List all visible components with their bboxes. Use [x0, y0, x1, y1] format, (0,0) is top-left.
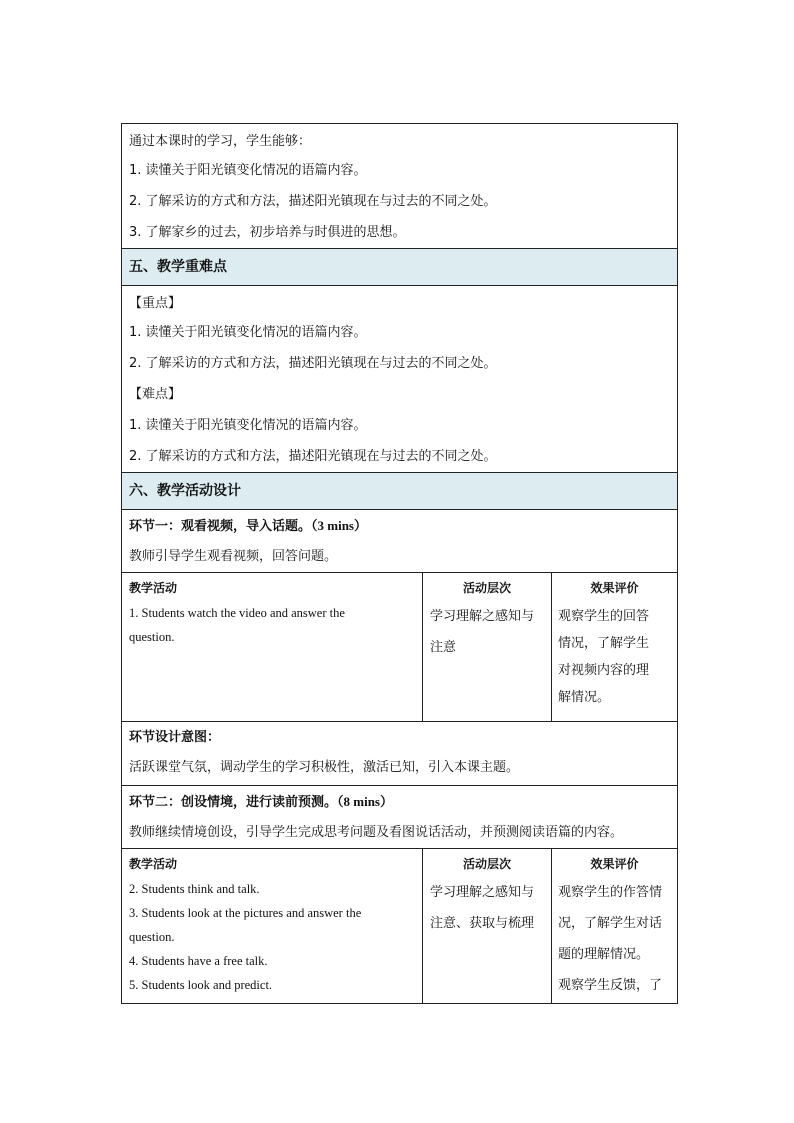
step1-activity-row: [122, 573, 678, 722]
step1-title-cn: 环节一：观看视频，导入话题。（: [129, 519, 318, 534]
step2-eval-line: 观察学生的作答情: [558, 885, 663, 900]
step2-level-col: [423, 849, 552, 1003]
step1-title-time: 3 mins: [317, 518, 354, 533]
step1-title-end: ）: [354, 519, 368, 534]
step1-title: [129, 510, 671, 541]
step2-activity-item: 5. Students look and predict.: [129, 978, 273, 992]
step2-eval-line: 题的理解情况。: [558, 947, 650, 962]
step2-title-cn: 环节二：创设情境，进行读前预测。（: [129, 795, 344, 810]
step1-col-eval-header: 效果评价: [590, 581, 639, 595]
section6-header: 六、教学活动设计: [122, 473, 678, 510]
step1-activity-col: [122, 573, 423, 721]
step2-level-line: 注意、获取与梳理: [430, 916, 535, 931]
step2-col-level-header: 活动层次: [462, 857, 511, 871]
step2-activity-item: 2. Students think and talk.: [129, 882, 260, 896]
key-points-label: 【重点】: [129, 296, 182, 311]
step2-title-end: ）: [380, 795, 394, 810]
objective-item: 2. 了解采访的方式和方法，描述阳光镇现在与过去的不同之处。: [129, 194, 497, 209]
step1-col-activity-header: 教学活动: [129, 581, 178, 595]
section5-header: 五、教学重难点: [122, 249, 678, 286]
step2-col-eval-header: 效果评价: [590, 857, 639, 871]
step2-col-activity-header: 教学活动: [129, 857, 178, 871]
key-point-item: 2. 了解采访的方式和方法，描述阳光镇现在与过去的不同之处。: [129, 356, 497, 371]
step1-activity-item: 1. Students watch the video and answer the question.: [129, 606, 345, 644]
objective-item: 1. 读懂关于阳光镇变化情况的语篇内容。: [129, 163, 367, 178]
step1-intent-cell: [122, 722, 678, 786]
step2-title-time: 8 mins: [343, 794, 380, 809]
step1-eval-line: 对视频内容的理: [558, 663, 650, 678]
objective-item: 3. 了解家乡的过去，初步培养与时俱进的思想。: [129, 225, 406, 240]
step2-activity-item: 3. Students look at the pictures and answer the question.: [129, 906, 362, 944]
step2-activity-col: [122, 849, 423, 1003]
step1-cell: [122, 510, 678, 573]
difficult-point-item: 2. 了解采访的方式和方法，描述阳光镇现在与过去的不同之处。: [129, 449, 497, 464]
step2-cell: [122, 786, 678, 849]
step1-activity-table: [122, 573, 677, 721]
objectives-intro: 通过本课时的学习，学生能够：: [129, 134, 312, 149]
step2-activity-item: 4. Students have a free talk.: [129, 954, 268, 968]
step2-eval-line: 况，了解学生对话: [558, 916, 663, 931]
difficult-points-label: 【难点】: [129, 387, 182, 402]
step1-level-col: [423, 573, 552, 721]
step1-intent-text: 活跃课堂气氛，调动学生的学习积极性，激活已知，引入本课主题。: [129, 760, 520, 775]
step2-activity-table: [122, 849, 677, 1003]
step1-level-line: 学习理解之感知与: [430, 609, 535, 624]
step1-eval-line: 解情况。: [558, 690, 611, 705]
key-difficult-cell: [122, 286, 678, 473]
step2-description: 教师继续情境创设，引导学生完成思考问题及看图说话活动，并预测阅读语篇的内容。: [129, 825, 624, 840]
step2-level-line: 学习理解之感知与: [430, 885, 535, 900]
step2-title: [129, 786, 671, 817]
step2-activity-row: [122, 849, 678, 1004]
key-point-item: 1. 读懂关于阳光镇变化情况的语篇内容。: [129, 325, 367, 340]
objectives-cell: [122, 124, 678, 249]
step1-eval-line: 观察学生的回答: [558, 609, 650, 624]
step1-eval-col: [552, 573, 678, 721]
step1-col-level-header: 活动层次: [462, 581, 511, 595]
lesson-plan-table: [121, 123, 678, 1004]
step1-level-line: 注意: [430, 640, 457, 655]
step1-description: 教师引导学生观看视频，回答问题。: [129, 549, 338, 564]
step1-intent-label: 环节设计意图：: [129, 730, 221, 745]
lesson-plan-page: [121, 123, 678, 1004]
difficult-point-item: 1. 读懂关于阳光镇变化情况的语篇内容。: [129, 418, 367, 433]
step2-eval-line: 观察学生反馈，了: [558, 978, 663, 993]
step2-eval-col: [552, 849, 678, 1003]
step1-eval-line: 情况，了解学生: [558, 636, 650, 651]
